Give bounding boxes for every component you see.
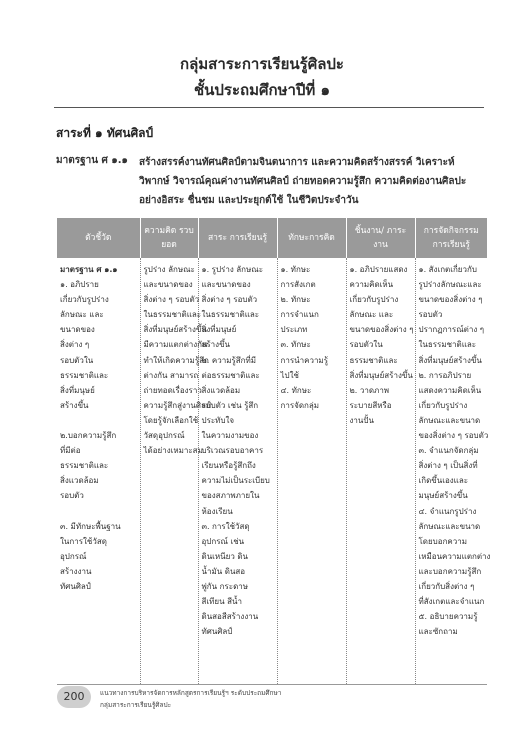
cell-line: ห้องเรียน <box>201 506 233 516</box>
tasks-cell <box>346 258 415 685</box>
standard-line: วิพากษ์ วิจารณ์คุณค่างานทัศนศิลป์ ถ่ายทอดความรู้สึก ความคิดต่องานศิลปะ <box>139 176 467 187</box>
title-divider <box>54 107 484 108</box>
cell-line: สีเทียน สีน้ำ <box>201 597 242 607</box>
page-subtitle: ชั้นประถมศึกษาปีที่ ๑ <box>193 81 331 99</box>
cell-line: ได้อย่างเหมาะสม <box>143 446 203 456</box>
cell-line: ลักษณะและขนาด <box>418 521 481 531</box>
indicator-cell <box>57 258 140 685</box>
cell-line: ต่างกัน สามารถ <box>143 370 199 380</box>
cell-line: ๔. ทักษะ <box>280 385 312 395</box>
cell-line: ทัศนศิลป์ <box>60 581 91 591</box>
page-title: กลุ่มสาระการเรียนรู้ศิลปะ <box>180 55 344 73</box>
cell-line: ของสภาพภายใน <box>201 491 260 501</box>
cell-line: รอบตัวใน <box>60 355 94 365</box>
cell-line: ๒. ทักษะ <box>280 295 311 305</box>
cell-line: ๓. จำแนกจัดกลุ่ม <box>418 446 479 456</box>
cell-line: ปรากฏการณ์ต่าง ๆ <box>418 325 485 335</box>
cell-line: ดินสอสีสร้างงาน <box>201 612 259 622</box>
cell-line: ที่มีต่อ <box>60 446 81 456</box>
content-cell <box>198 258 277 685</box>
cell-line: โดยรู้จักเลือกใช้ <box>143 415 199 425</box>
header-tasks: ชิ้นงาน/ ภาระงาน <box>346 218 415 258</box>
activities-cell <box>415 258 491 685</box>
cell-line: รอบตัวใน <box>349 340 383 350</box>
cell-line: เรียนหรือรู้สึกถึง <box>201 461 256 471</box>
header-thinking-skills: ทักษะการคิด <box>277 218 346 258</box>
cell-line: ถ่ายทอดเรื่องราว <box>143 385 202 395</box>
cell-line: สร้างงาน <box>60 566 92 576</box>
cell-line: ขนาดของ <box>60 325 95 335</box>
standard-line: อย่างอิสระ ชื่นชม และประยุกต์ใช้ ในชีวิตประจำวัน <box>139 195 359 206</box>
cell-line: รูปร่าง ลักษณะ <box>143 265 195 274</box>
cell-line: ดินเหนียว ดิน <box>201 551 249 561</box>
cell-line: การจำแนก <box>280 310 319 320</box>
cell-line: อุปกรณ์ เช่น <box>201 536 245 546</box>
cell-line: แสดงความคิดเห็น <box>418 385 482 395</box>
cell-line: ๒. การอภิปราย <box>418 370 472 380</box>
header-indicator: ตัวชี้วัด <box>57 218 140 258</box>
cell-line: วัสดุอุปกรณ์ <box>143 431 185 441</box>
cell-line: โดยบอกความ <box>418 536 468 546</box>
cell-line: ทำให้เกิดความรู้สึก <box>143 355 209 365</box>
cell-line: สิ่งที่มนุษย์สร้างขึ้น <box>418 355 482 365</box>
cell-line: สิ่งต่าง ๆ <box>60 340 90 350</box>
cell-line: สร้างขึ้น <box>60 400 89 410</box>
cell-line: และขนาดของ <box>143 280 193 290</box>
cell-line: รูปร่างลักษณะและ <box>418 280 482 290</box>
cell-line: มนุษย์สร้างขึ้น <box>418 491 468 501</box>
cell-line: สิ่งต่าง ๆ รอบตัว <box>201 295 258 305</box>
cell-line: สร้างขึ้น <box>201 340 231 350</box>
concept-cell <box>140 258 211 685</box>
cell-line: ๓. ทักษะ <box>280 340 311 350</box>
cell-line: ๕. อธิบายความรู้ <box>418 612 478 622</box>
cell-line: เกิดขึ้นเองและ <box>418 476 469 486</box>
cell-line: เกี่ยวกับรูปร่าง <box>418 400 468 410</box>
cell-line: ในธรรมชาติและ <box>201 310 260 320</box>
cell-line: ระบายสีหรือ <box>349 400 392 410</box>
cell-line: รอบตัว เช่น รู้สึก <box>201 400 259 410</box>
cell-line: รอบตัว <box>60 491 84 501</box>
cell-line: สิ่งแวดล้อม <box>201 385 241 395</box>
cell-line: ต่อธรรมชาติและ <box>201 370 260 380</box>
cell-line: ๑. อภิปราย <box>60 280 99 290</box>
cell-line <box>60 413 137 428</box>
cell-line: ในธรรมชาติและ <box>418 340 477 350</box>
cell-line: ๒. วาดภาพ <box>349 385 390 395</box>
cell-line: การนำความรู้ <box>280 355 328 365</box>
cell-line: ประเภท <box>280 325 308 335</box>
cell-line: ขนาดของสิ่งต่าง ๆ <box>418 295 483 305</box>
table-header-row <box>57 218 487 258</box>
cell-line: การจัดกลุ่ม <box>280 400 320 410</box>
cell-line: เกี่ยวกับรูปร่าง <box>349 295 399 305</box>
cell-line: ประทับใจ <box>201 415 235 425</box>
cell-line: สิ่งแวดล้อม <box>60 476 99 486</box>
cell-line: และบอกความรู้สึก <box>418 566 482 576</box>
cell-line: ๒. ความรู้สึกที่มี <box>201 355 257 365</box>
header-concept: ความคิด รวบยอด <box>140 218 198 258</box>
standard-line: สร้างสรรค์งานทัศนศิลป์ตามจินตนาการ และความคิดสร้างสรรค์ วิเคราะห์ <box>139 157 455 168</box>
cell-line: ๑. อภิปรายแสดง <box>349 265 408 274</box>
footer-line: แนวทางการบริหารจัดการหลักสูตรการเรียนรู้ฯ ระดับประถมศึกษา <box>100 689 282 697</box>
cell-line: ในการใช้วัสดุ <box>60 536 107 546</box>
cell-line: ทัศนศิลป์ <box>201 627 233 637</box>
cell-line: ธรรมชาติและ <box>60 370 109 380</box>
cell-line: ไปใช้ <box>280 370 299 380</box>
standard-label: มาตรฐาน ศ ๑.๑ <box>56 155 128 166</box>
cell-line: ๓. การใช้วัสดุ <box>201 521 250 531</box>
header-activities: การจัดกิจกรรม การเรียนรู้ <box>415 218 487 258</box>
cell-line: น้ำมัน ดินสอ <box>201 566 246 576</box>
cell-line: สิ่งที่มนุษย์สร้างขึ้น <box>349 370 413 380</box>
cell-line: ลักษณะ และ <box>349 310 394 320</box>
cell-line: ธรรมชาติและ <box>349 355 398 365</box>
header-content: สาระ การเรียนรู้ <box>198 218 277 258</box>
strand-heading: สาระที่ ๑ ทัศนศิลป์ <box>56 126 154 140</box>
cell-line: ในธรรมชาติและ <box>143 310 202 320</box>
page-number: 200 <box>57 686 91 708</box>
cell-line: ธรรมชาติและ <box>60 461 109 471</box>
cell-line: อุปกรณ์ <box>60 551 87 561</box>
thinking-skills-cell <box>277 258 346 685</box>
cell-line: สิ่งที่มนุษย์ <box>201 325 237 335</box>
cell-line: มาตรฐาน ศ ๑.๑ <box>60 265 118 274</box>
cell-line: เหมือนความแตกต่าง <box>418 551 491 561</box>
cell-line: ๔. จำแนกรูปร่าง <box>418 506 477 516</box>
table-row <box>57 258 487 685</box>
cell-line: สิ่งต่าง ๆ รอบตัว <box>143 295 200 305</box>
cell-line: และซักถาม <box>418 627 458 637</box>
cell-line: การสังเกต <box>280 280 316 290</box>
cell-line: ของสิ่งต่าง ๆ รอบตัว <box>418 431 489 441</box>
cell-line: ๓. มีทักษะพื้นฐาน <box>60 521 121 531</box>
cell-line: สิ่งต่าง ๆ เป็นสิ่งที่ <box>418 461 478 471</box>
cell-line: ๒.บอกความรู้สึก <box>60 431 117 441</box>
cell-line: ลักษณะและขนาด <box>418 415 481 425</box>
cell-line: ที่สังเกตและจำแนก <box>418 597 485 607</box>
cell-line <box>60 504 137 519</box>
cell-line: เกี่ยวกับสิ่งต่าง ๆ <box>418 581 475 591</box>
cell-line: งานปั้น <box>349 415 374 425</box>
cell-line: พู่กัน กระดาษ <box>201 581 249 591</box>
cell-line: ความไม่เป็นระเบียบ <box>201 476 270 486</box>
cell-line: ลักษณะ และ <box>60 310 104 320</box>
cell-line: รอบตัว <box>418 310 443 320</box>
cell-line: สิ่งที่มนุษย์สร้างขึ้น <box>143 325 207 335</box>
cell-line: มีความแตกต่างกัน <box>143 340 208 350</box>
cell-line: ๑. สังเกตเกี่ยวกับ <box>418 265 477 274</box>
standard-description <box>139 153 489 210</box>
cell-line: บริเวณรอบอาคาร <box>201 446 264 456</box>
cell-line: เกี่ยวกับรูปร่าง <box>60 295 109 305</box>
cell-line: ขนาดของสิ่งต่าง ๆ <box>349 325 414 335</box>
cell-line: ๑. รูปร่าง ลักษณะ <box>201 265 264 274</box>
cell-line: ความรู้สึกสู่งานศิลป์ <box>143 400 211 410</box>
footer-line: กลุ่มสาระการเรียนรู้ศิลปะ <box>100 701 172 709</box>
cell-line: สิ่งที่มนุษย์ <box>60 385 95 395</box>
cell-line: ความคิดเห็น <box>349 280 394 290</box>
curriculum-table <box>57 218 491 685</box>
cell-line: ในความงามของ <box>201 431 259 441</box>
cell-line: ๑. ทักษะ <box>280 265 311 274</box>
cell-line: และขนาดของ <box>201 280 251 290</box>
